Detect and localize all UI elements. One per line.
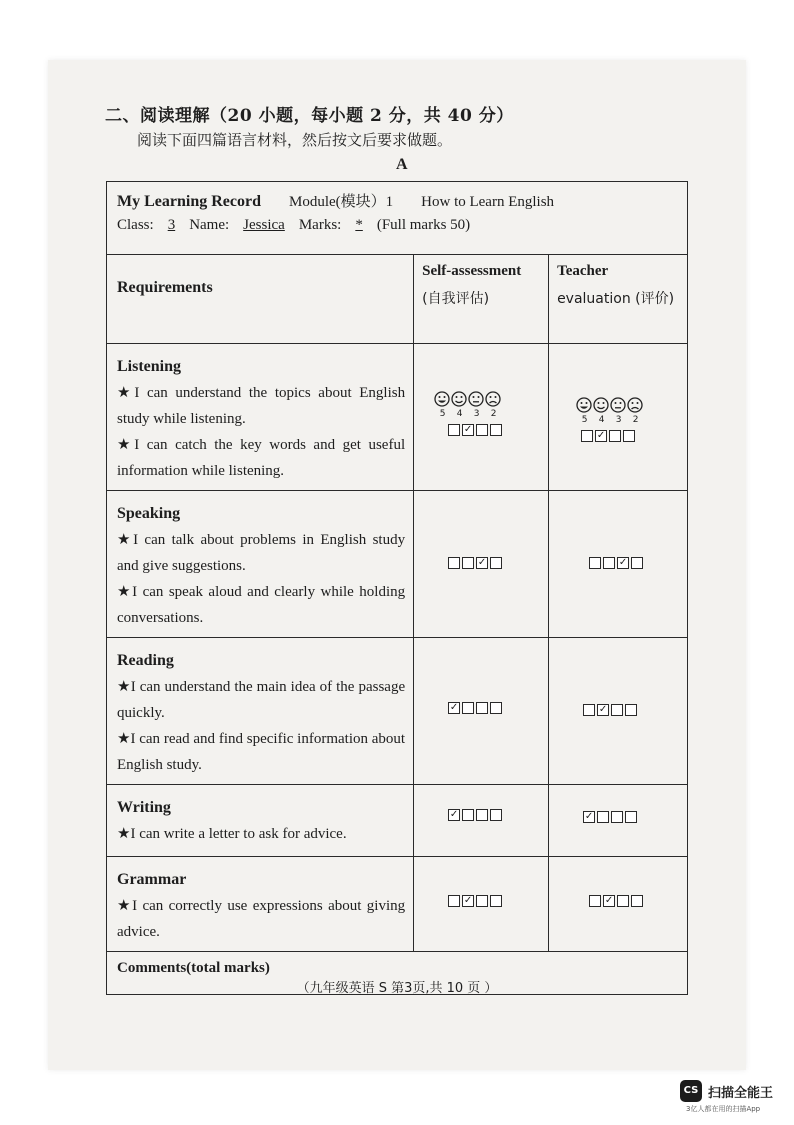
rating-checkbox[interactable] <box>625 811 637 823</box>
laughing-face-icon <box>434 391 450 407</box>
row-speaking <box>107 491 688 638</box>
requirement-item: ★I can read and find specific information about English study. <box>117 731 406 773</box>
name-value: Jessica <box>243 217 285 233</box>
module-label: Module(模块）1 <box>288 194 394 210</box>
rating-checkbox[interactable] <box>490 424 502 436</box>
rating-checkbox[interactable] <box>448 557 460 569</box>
rating-checkbox[interactable] <box>611 811 623 823</box>
name-label: Name: <box>189 217 230 233</box>
sad-face-icon <box>627 397 643 413</box>
rating-checkbox[interactable] <box>476 895 488 907</box>
requirement-item: ★I can write a letter to ask for advice. <box>117 826 347 842</box>
marks-value: * <box>355 217 363 233</box>
self-assessment-cell <box>414 857 549 952</box>
rating-checkbox[interactable] <box>603 557 615 569</box>
rating-number: 3 <box>473 409 480 419</box>
teacher-checkboxes <box>589 557 643 569</box>
category-label: Speaking <box>117 505 181 522</box>
teacher-evaluation-subtitle: evaluation (评价) <box>557 291 675 307</box>
rating-number: 5 <box>439 409 446 419</box>
rating-checkbox-checked[interactable]: ✓ <box>598 704 608 715</box>
teacher-checkboxes <box>583 811 637 823</box>
teacher-evaluation-cell <box>549 785 688 857</box>
rating-faces <box>434 391 501 407</box>
sad-face-icon <box>485 391 501 407</box>
rating-checkbox[interactable] <box>490 895 502 907</box>
rating-number: 4 <box>598 415 605 425</box>
rating-checkbox-checked[interactable]: ✓ <box>618 557 628 568</box>
rating-number: 5 <box>581 415 588 425</box>
full-marks: (Full marks 50) <box>376 217 471 233</box>
comments-row: Comments(total marks) <box>107 952 688 995</box>
self-assessment-cell <box>414 785 549 857</box>
rating-numbers <box>576 415 644 425</box>
requirement-cell <box>107 344 414 491</box>
learning-record-table <box>106 181 688 995</box>
self-assessment-cell <box>414 491 549 638</box>
teacher-evaluation-cell <box>549 491 688 638</box>
teacher-evaluation-header <box>549 255 688 344</box>
rating-checkbox[interactable] <box>490 809 502 821</box>
requirement-item: ★I can catch the key words and get useful information while listening. <box>117 437 406 479</box>
rating-checkbox[interactable] <box>631 895 643 907</box>
row-listening <box>107 344 688 491</box>
neutral-face-icon <box>610 397 626 413</box>
camscanner-logo-icon: CS <box>680 1080 702 1102</box>
neutral-face-icon <box>468 391 484 407</box>
requirement-cell <box>107 638 414 785</box>
teacher-evaluation-title: Teacher <box>557 263 609 279</box>
rating-checkbox-checked[interactable]: ✓ <box>477 557 487 568</box>
rating-checkbox-checked[interactable]: ✓ <box>449 809 459 820</box>
rating-checkbox[interactable] <box>448 424 460 436</box>
module-topic: How to Learn English <box>421 194 555 210</box>
passage-label: A <box>396 156 408 173</box>
rating-faces <box>576 397 643 413</box>
record-title: My Learning Record <box>117 193 261 210</box>
class-label: Class: <box>117 217 154 233</box>
rating-checkbox[interactable] <box>490 557 502 569</box>
row-writing <box>107 785 688 857</box>
self-assessment-subtitle: (自我评估) <box>422 291 490 307</box>
category-label: Writing <box>117 799 171 816</box>
rating-number: 4 <box>456 409 463 419</box>
rating-checkbox-checked[interactable]: ✓ <box>463 424 473 435</box>
rating-checkbox[interactable] <box>631 557 643 569</box>
rating-checkbox-checked[interactable]: ✓ <box>449 702 459 713</box>
section-instruction: 阅读下面四篇语言材料，然后按文后要求做题。 <box>137 131 453 149</box>
self-assessment-cell <box>414 638 549 785</box>
rating-checkbox[interactable] <box>462 702 474 714</box>
self-checkboxes <box>448 895 502 907</box>
scanner-watermark <box>680 1080 773 1102</box>
rating-number: 3 <box>615 415 622 425</box>
requirement-cell <box>107 785 414 857</box>
rating-checkbox[interactable] <box>462 557 474 569</box>
teacher-checkboxes <box>589 895 643 907</box>
rating-checkbox-checked[interactable]: ✓ <box>604 895 614 906</box>
rating-numbers <box>434 409 502 419</box>
teacher-checkboxes <box>581 430 635 442</box>
rating-checkbox[interactable] <box>581 430 593 442</box>
rating-checkbox-checked[interactable]: ✓ <box>463 895 473 906</box>
marks-label: Marks: <box>298 217 342 233</box>
smiling-face-icon <box>451 391 467 407</box>
page-footer: （九年级英语 S 第3页,共 10 页 ） <box>296 981 498 996</box>
category-label: Listening <box>117 358 182 375</box>
rating-checkbox-checked[interactable]: ✓ <box>584 811 594 822</box>
rating-checkbox[interactable] <box>617 895 629 907</box>
rating-checkbox[interactable] <box>609 430 621 442</box>
requirement-cell <box>107 857 414 952</box>
row-reading <box>107 638 688 785</box>
rating-number: 2 <box>632 415 639 425</box>
rating-checkbox[interactable] <box>476 809 488 821</box>
requirement-item: ★I can speak aloud and clearly while holding conversations. <box>117 584 406 626</box>
self-assessment-cell <box>414 344 549 491</box>
rating-checkbox[interactable] <box>589 557 601 569</box>
self-assessment-header <box>414 255 549 344</box>
category-label: Grammar <box>117 871 187 888</box>
rating-checkbox[interactable] <box>476 702 488 714</box>
category-label: Reading <box>117 652 174 669</box>
rating-checkbox[interactable] <box>448 895 460 907</box>
teacher-evaluation-cell <box>549 344 688 491</box>
rating-checkbox[interactable] <box>476 424 488 436</box>
scanner-tagline: 3亿人都在用的扫描App <box>686 1105 761 1113</box>
requirement-item: ★I can understand the topics about English study while listening. <box>117 385 406 427</box>
rating-checkbox[interactable] <box>589 895 601 907</box>
rating-checkbox[interactable] <box>490 702 502 714</box>
laughing-face-icon <box>576 397 592 413</box>
requirement-item: ★I can talk about problems in English study and give suggestions. <box>117 532 406 574</box>
smiling-face-icon <box>593 397 609 413</box>
rating-checkbox[interactable] <box>583 704 595 716</box>
rating-checkbox[interactable] <box>623 430 635 442</box>
rating-checkbox[interactable] <box>462 809 474 821</box>
self-checkboxes <box>448 702 502 714</box>
record-header <box>107 182 688 255</box>
self-checkboxes <box>448 557 502 569</box>
teacher-evaluation-cell <box>549 857 688 952</box>
requirement-cell <box>107 491 414 638</box>
teacher-evaluation-cell <box>549 638 688 785</box>
scanner-brand-name: 扫描全能王 <box>708 1085 774 1101</box>
rating-checkbox-checked[interactable]: ✓ <box>596 430 606 441</box>
self-checkboxes <box>448 809 502 821</box>
self-checkboxes <box>448 424 502 436</box>
teacher-checkboxes <box>583 704 637 716</box>
rating-number: 2 <box>490 409 497 419</box>
requirement-item: ★I can correctly use expressions about giving advice. <box>117 898 406 940</box>
rating-checkbox[interactable] <box>597 811 609 823</box>
requirements-header: Requirements <box>107 255 414 344</box>
class-value: 3 <box>167 217 176 233</box>
rating-checkbox[interactable] <box>611 704 623 716</box>
section-title: 二、阅读理解（20 小题，每小题 2 分，共 40 分） <box>105 106 514 126</box>
row-grammar <box>107 857 688 952</box>
self-assessment-title: Self-assessment <box>422 263 522 279</box>
rating-checkbox[interactable] <box>625 704 637 716</box>
requirement-item: ★I can understand the main idea of the passage quickly. <box>117 679 406 721</box>
